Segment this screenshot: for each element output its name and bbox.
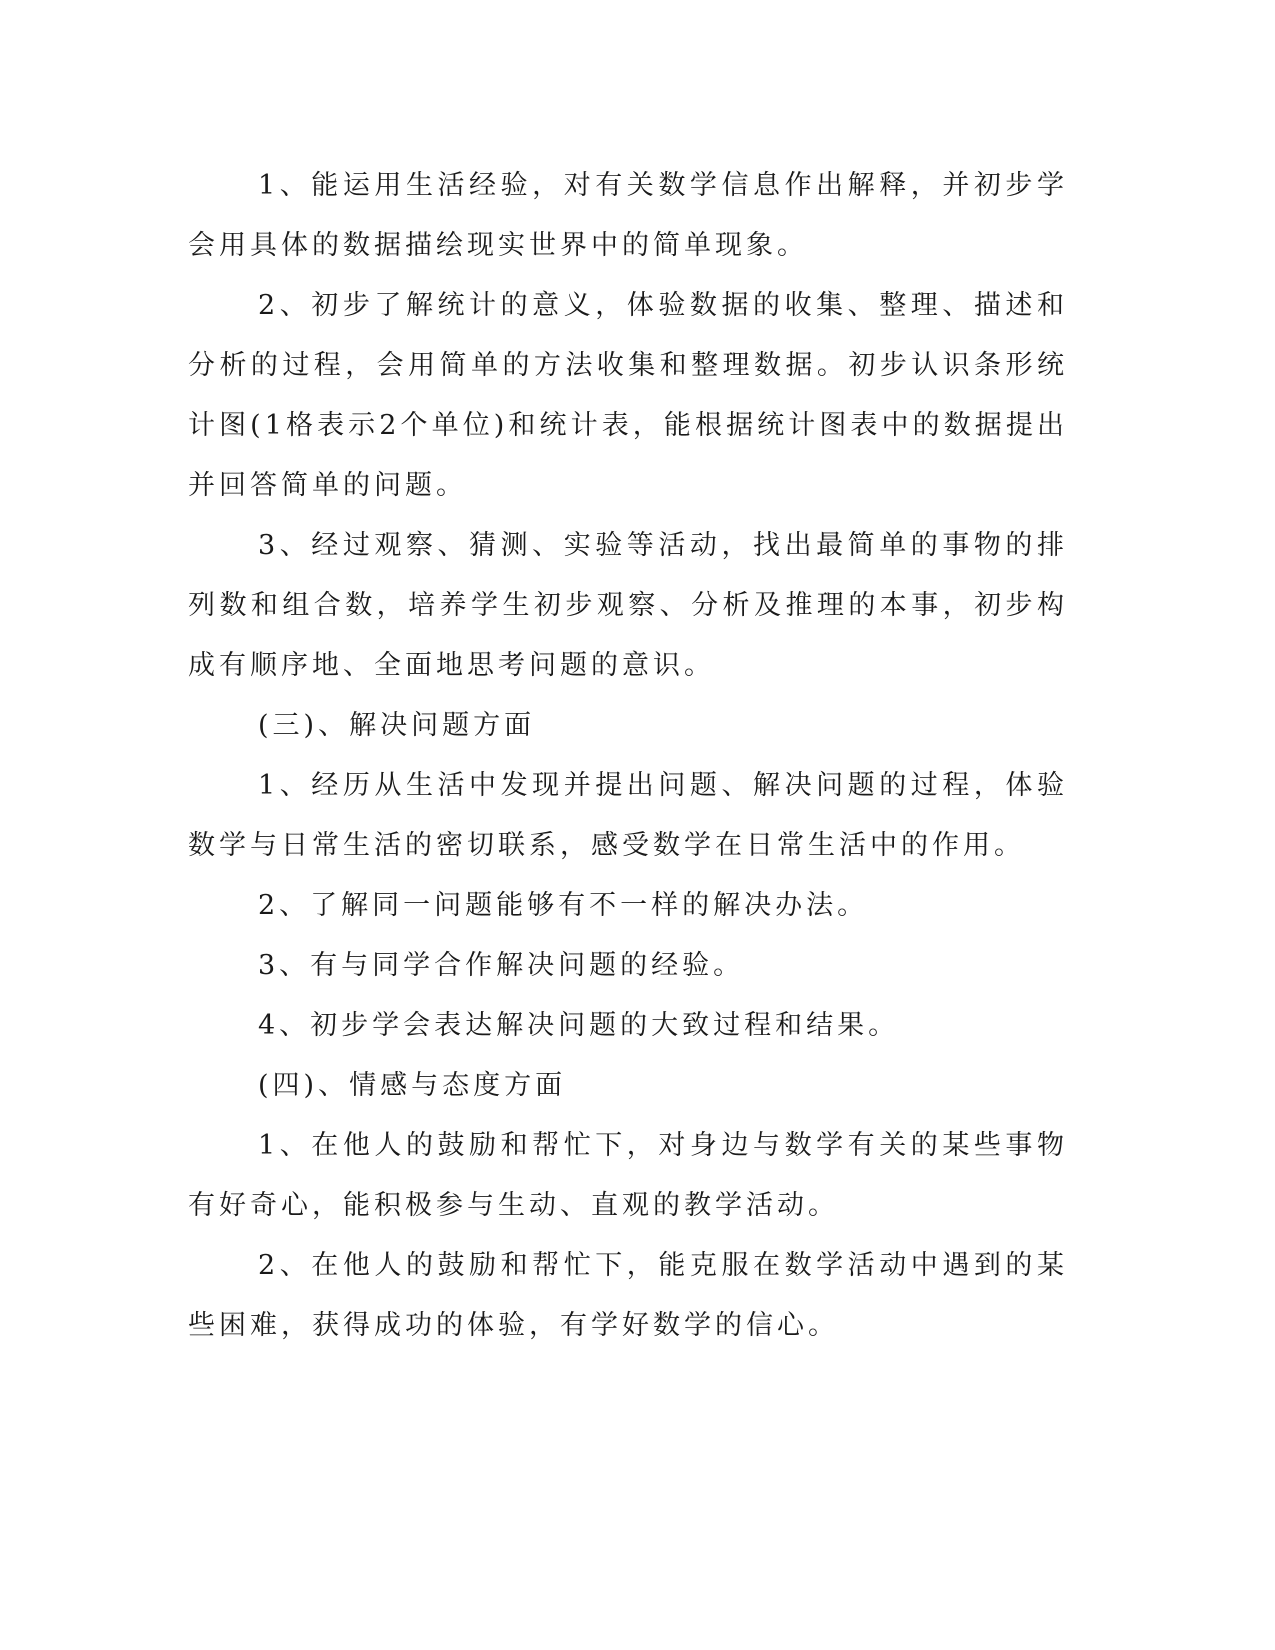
- paragraph-stat-1: 1、能运用生活经验，对有关数学信息作出解释，并初步学会用具体的数据描绘现实世界中的简单现象。: [188, 170, 1068, 261]
- paragraph-problem-4: 4、初步学会表达解决问题的大致过程和结果。: [258, 1010, 900, 1041]
- paragraph-problem-2: 2、了解同一问题能够有不一样的解决办法。: [258, 890, 869, 921]
- document-body: [188, 156, 1068, 1356]
- paragraph-emotion-2: 2、在他人的鼓励和帮忙下，能克服在数学活动中遇到的某些困难，获得成功的体验，有学好数学的信心。: [188, 1250, 1068, 1341]
- paragraph-stat-2: 2、初步了解统计的意义，体验数据的收集、整理、描述和分析的过程，会用简单的方法收集和整理数据。初步认识条形统计图(1格表示2个单位)和统计表，能根据统计图表中的数据提出并回答简单的问题。: [188, 290, 1068, 501]
- section-heading-problem-solving: (三)、解决问题方面: [258, 710, 536, 741]
- paragraph-emotion-1: 1、在他人的鼓励和帮忙下，对身边与数学有关的某些事物有好奇心，能积极参与生动、直观的教学活动。: [188, 1130, 1068, 1221]
- paragraph-problem-3: 3、有与同学合作解决问题的经验。: [258, 950, 745, 981]
- paragraph-stat-3: 3、经过观察、猜测、实验等活动，找出最简单的事物的排列数和组合数，培养学生初步观察、分析及推理的本事，初步构成有顺序地、全面地思考问题的意识。: [188, 530, 1068, 681]
- paragraph-problem-1: 1、经历从生活中发现并提出问题、解决问题的过程，体验数学与日常生活的密切联系，感受数学在日常生活中的作用。: [188, 770, 1068, 861]
- section-heading-emotion-attitude: (四)、情感与态度方面: [258, 1070, 567, 1101]
